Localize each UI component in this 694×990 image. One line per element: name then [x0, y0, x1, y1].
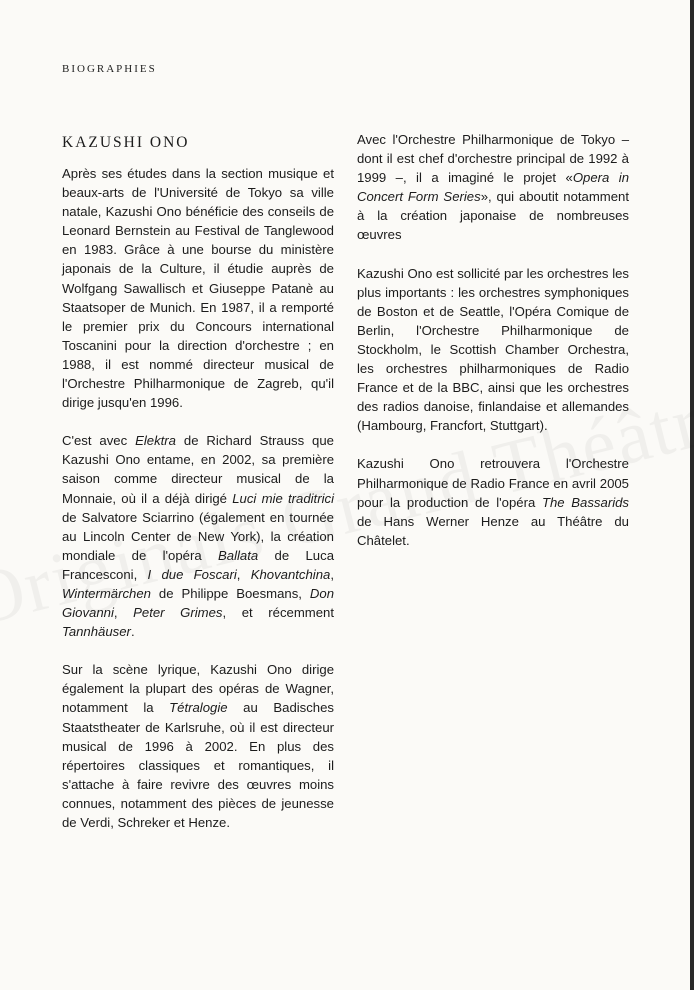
paragraph-wagner: Sur la scène lyrique, Kazushi Ono dirige également la plupart des opéras de Wagner, notamment la Tétralogie au Badisches Staatstheater de Karlsruhe, où il est directeur musical de 1996 à 2002. En plus des répertoires classiques et romantiques, il s'attache à faire revivre des œuvres moins connues, notamment des pièces de jeunesse de Verdi, Schreker et Henze.: [62, 662, 334, 830]
right-column: [357, 130, 629, 550]
section-label: BIOGRAPHIES: [62, 63, 157, 75]
page-edge: [690, 0, 694, 990]
biography-title: KAZUSHI ONO: [62, 134, 190, 151]
paragraph-monnaie: C'est avec Elektra de Richard Strauss que Kazushi Ono entame, en 2002, sa première saison comme directeur musical de la Monnaie, où il a déjà dirigé Luci mie traditrici de Salvatore Sciarrino (également en tournée au Lincoln Center de New York), la création mondiale de l'opéra Ballata de Luca Francesconi, I due Foscari, Khovantchina, Wintermärchen de Philippe Boesmans, Don Giovanni, Peter Grimes, et récemment Tannhäuser.: [62, 433, 334, 640]
left-column: [62, 130, 334, 832]
paragraph-orchestras: Kazushi Ono est sollicité par les orchestres les plus importants : les orchestres symphoniques de Boston et de Seattle, l'Opéra Comique de Berlin, l'Orchestre Philharmonique de Stockholm, le Scottish Chamber Orchestra, les orchestres philharmoniques de Radio France et de la BBC, ainsi que les orchestres des radios danoise, finlandaise et allemandes (Hambourg, Francfort, Stuttgart).: [357, 265, 629, 434]
paragraph-education: Après ses études dans la section musique et beaux-arts de l'Université de Tokyo sa ville natale, Kazushi Ono bénéficie des conseils de Leonard Bernstein au Festival de Tanglewood en 1983. Grâce à une bourse du ministère japonais de la Culture, il étudie auprès de Wolfgang Sawallisch et Giuseppe Patanè au Staatsoper de Munich. En 1987, il a remporté le premier prix du Concours international Toscanini pour la direction d'orchestre ; en 1988, il est nommé directeur musical de l'Orchestre Philharmonique de Zagreb, qu'il dirige jusqu'en 1996.: [62, 166, 334, 411]
paragraph-radio-france: Kazushi Ono retrouvera l'Orchestre Philharmonique de Radio France en avril 2005 pour la production de l'opéra The Bassarids de Hans Werner Henze au Théâtre du Châtelet.: [357, 456, 629, 548]
paragraph-tokyo: Avec l'Orchestre Philharmonique de Tokyo – dont il est chef d'orchestre principal de 1992 à 1999 –, il a imaginé le projet «Opera in Concert Form Series», qui aboutit notamment à la création japonaise de nombreuses œuvres: [357, 132, 630, 243]
